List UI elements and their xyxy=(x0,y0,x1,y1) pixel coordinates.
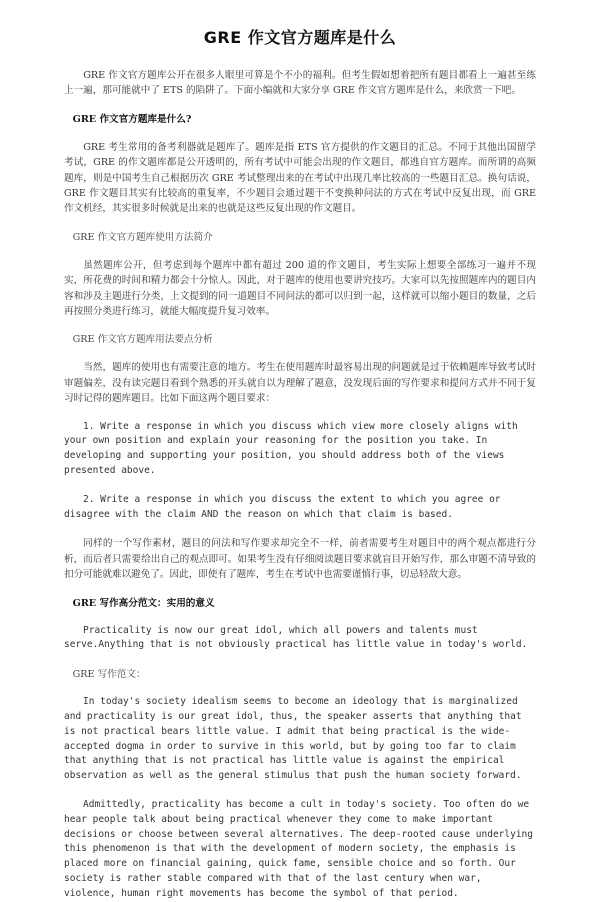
english-prompt-1: 1. Write a response in which you discuss which view more closely aligns with your own position and explain your reasoning for the position you take. In developing and supporting your position, you should address both of the views presented above. xyxy=(64,420,518,477)
essay-prompt: Practicality is now our great idol, which all powers and talents must serve.Anything that is not obviously practical has little value in today's world. xyxy=(64,624,528,651)
intro-paragraph: GRE 作文官方题库公开在很多人眼里可算是个不小的福利。但考生假如想着把所有题目都看上一遍甚至练上一遍，那可能就中了 ETS 的陷阱了。下面小编就和大家分享 GRE 作文官方题库是什么，来欣赏一下吧。 xyxy=(64,70,536,97)
subheading-usage-method: GRE 作文官方题库使用方法简介 xyxy=(72,231,213,243)
essay-paragraph-2: Admittedly, practicality has become a cult in today's society. Too often do we hear people talk about being practical whenever they come to make important decisions or choose between several alternatives. The deep-rooted cause underlying this phenomenon is that with the development of modern society, the emphasis is placed more on financial gaining, quick fame, sensible choice and so forth. Our society is rather stable compared with that of the last century when war, violence, human right movements has become the symbol of that period. xyxy=(64,799,533,899)
paragraph-usage-method: 虽然题库公开，但考虑到每个题库中都有超过 200 道的作文题目，考生实际上想要全部练习一遍并不现实，所花费的时间和精力都会十分惊人。因此，对于题库的使用也要讲究技巧。大家可以先按照题库内的题目内容和涉及主题进行分类，上文提到的同一道题目不同问法的都可以归到一起，这样就可以缩小题目的数量，之后再按照分类进行练习，就能大幅度提升复习效率。 xyxy=(64,259,536,318)
paragraph-prompt-comparison: 同样的一个写作素材，题目的问法和写作要求却完全不一样，前者需要考生对题目中的两个观点都进行分析，而后者只需要给出自己的观点即可。如果考生没有仔细阅读题目要求就盲目开始写作，那么审题不清导致的扣分可能就难以避免了。因此，即使有了题库，考生在考试中也需要谨慎行事，切忌轻敌大意。 xyxy=(64,538,536,581)
subheading-usage-points: GRE 作文官方题库用法要点分析 xyxy=(72,334,213,346)
english-prompt-2: 2. Write a response in which you discuss the extent to which you agree or disagree with the claim AND the reason on which that claim is based. xyxy=(64,493,501,520)
section-heading-what-is-bank: GRE 作文官方题库是什么? xyxy=(72,113,192,125)
subheading-sample-essay: GRE 写作范文： xyxy=(72,669,146,681)
section-heading-sample-essay: GRE 写作高分范文：实用的意义 xyxy=(72,597,215,609)
essay-paragraph-1: In today's society idealism seems to become an ideology that is marginalized and practicality is our great idol, thus, the speaker asserts that anything that is not practical bears little value. I admit that being practical is the wide-accepted dogma in order to survive in this world, but by going too far to claim that anything that is not practical has little value is against the empirical observation as well as the general stimulus that push the human society forward. xyxy=(64,696,522,782)
document-title: GRE 作文官方题库是什么 xyxy=(203,28,397,47)
paragraph-usage-points: 当然，题库的使用也有需要注意的地方。考生在使用题库时最容易出现的问题就是过于依赖题库导致考试时审题偏差，没有读完题目看到个熟悉的开头就自以为理解了题意，没发现后面的写作要求和提问方式并不同于复习时记得的题库题目。比如下面这两个题目要求： xyxy=(64,362,536,405)
paragraph-bank-definition: GRE 考生常用的备考利器就是题库了。题库是指 ETS 官方提供的作文题目的汇总。不同于其他出国留学考试，GRE 的作文题库都是公开透明的，所有考试中可能会出现的作文题目，都逃自官方题库。而所谓的高频题库，则是中国考生自己根据历次 GRE 考试整理出来的在考试中出现几率比较高的一些题目汇总。换句话说，GRE 作文题目其实有比较高的重复率，不少题目会通过题干不变换种问法的方式在考试中反复出现，而 GRE 作文机经，其实很多时候就是出来的也就是这些反复出现的作文题目。 xyxy=(64,141,536,215)
